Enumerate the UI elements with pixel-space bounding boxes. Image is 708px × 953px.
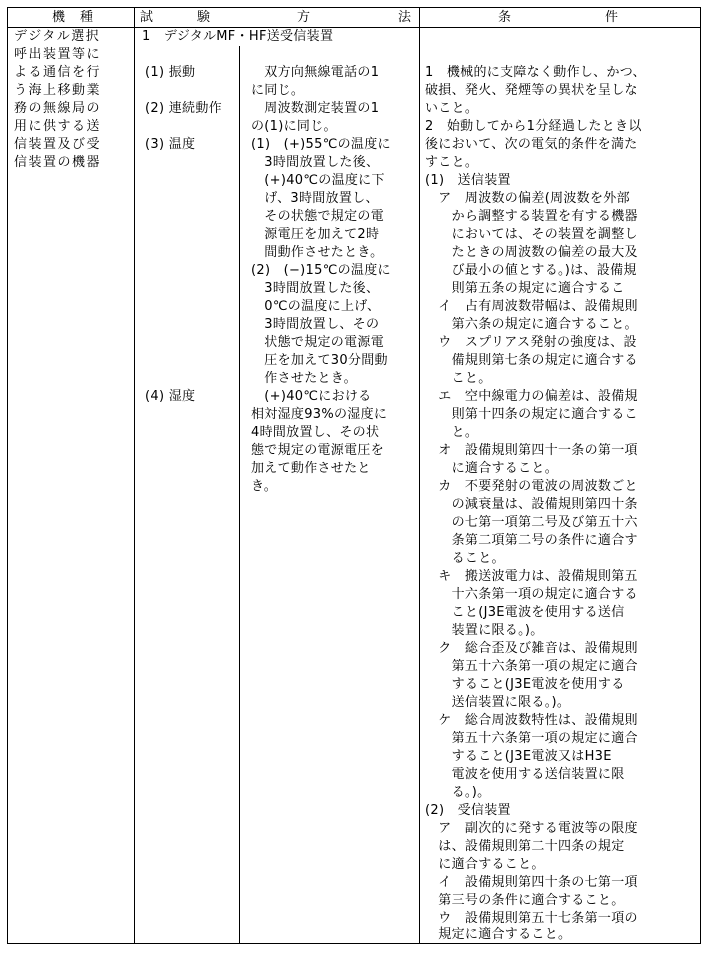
condition-line: の減衰量は、設備規則第四十条 [425,497,638,512]
method-line: 双方向無線電話の1 [251,65,380,80]
method-line: 3時間放置した後、 [251,155,380,170]
header-condition-2: 件 [605,10,619,25]
method-line: げ、3時間放置し、 [251,191,379,206]
table-border-top [7,7,701,8]
method-line: 周波数測定装置の1 [251,101,380,116]
table-border-left [7,7,8,944]
method-line: 相対湿度93%の湿度に [251,407,388,422]
test-item-label: (2) 連続動作 [145,101,222,116]
method-line: 源電圧を加えて2時 [251,227,380,242]
kishu-line: 用に供する送 [14,119,102,134]
kishu-line: 信装置の機器 [14,155,102,170]
method-line: その状態で規定の電 [251,209,385,224]
column-divider-1 [134,7,135,944]
condition-line: いこと。 [425,101,479,116]
kishu-line: 呼出装置等に [14,47,102,62]
condition-line: び最小の値とする。)は、設備規 [425,263,637,278]
method-line: 状態で規定の電源電 [251,335,385,350]
condition-line: 電波を使用する送信装置に限 [425,767,625,782]
condition-line: と。 [425,425,479,440]
condition-line: 送信装置に限る。)。 [425,695,571,710]
condition-line: すこと。 [425,155,479,170]
condition-line: る。)。 [425,785,491,800]
header-method-3: 方 [297,10,311,25]
method-line: 間動作させたとき。 [251,245,384,260]
condition-line: ケ 総合周波数特性は、設備規則 [425,713,638,728]
method-line: 3時間放置し、その [251,317,380,332]
condition-line: 条第二項第二号の条件に適合す [425,533,638,548]
method-line: 0℃の温度に上げ、 [251,299,381,314]
method-inner-divider [239,46,240,944]
condition-line: こと。 [425,371,492,386]
table-border-bottom [7,943,701,944]
method-line: の(1)に同じ。 [251,119,337,134]
header-condition-1: 条 [498,10,512,25]
method-line: (1) (+)55℃の温度に [251,137,391,152]
condition-line: ること。 [425,551,505,566]
condition-line: 十六条第一項の規定に適合する [425,587,638,602]
condition-line: 第三号の条件に適合すること。 [425,893,625,908]
condition-line: 第五十六条第一項の規定に適合 [425,731,638,746]
condition-line: に適合すること。 [425,461,559,476]
condition-line: ウ 設備規則第五十七条第一項の [425,911,638,926]
header-kishu-1: 機 [52,10,66,25]
header-method-2: 験 [197,10,211,25]
condition-line: ク 総合歪及び雑音は、設備規則 [425,641,638,656]
condition-line: 第六条の規定に適合すること。 [425,317,638,332]
method-line: (+)40℃の温度に下 [251,173,385,188]
condition-line: (1) 送信装置 [425,173,511,188]
condition-line: 1 機械的に支障なく動作し、かつ、 [425,65,646,80]
condition-line: ウ スプリアス発射の強度は、設 [425,335,637,350]
condition-line: すること(J3E電波を使用する [425,677,625,692]
condition-line: 則第十四条の規定に適合するこ [425,407,638,422]
method-line: 作させたとき。 [251,371,357,386]
condition-line: ア 周波数の偏差(周波数を外部 [425,191,630,206]
method-line: 加えて動作させたと [251,461,371,476]
method-line: 圧を加えて30分間動 [251,353,388,368]
kishu-line: 務の無線局の [14,101,102,116]
condition-line: から調整する装置を有する機器 [425,209,638,224]
condition-line: エ 空中線電力の偏差は、設備規 [425,389,638,404]
method-line: き。 [251,479,278,494]
condition-line: に適合すること。 [425,857,545,872]
condition-line: イ 占有周波数帯幅は、設備規則 [425,299,638,314]
condition-line: 規定に適合すること。 [425,927,572,942]
condition-line: ア 副次的に発する電波等の限度 [425,821,638,836]
condition-line: キ 搬送波電力は、設備規則第五 [425,569,638,584]
test-item-label: (4) 湿度 [145,389,196,404]
condition-line: 後において、次の電気的条件を満た [425,137,638,152]
header-divider [7,27,701,28]
condition-line: オ 設備規則第四十一条の第一項 [425,443,638,458]
test-item-label: (3) 温度 [145,137,196,152]
kishu-line: デジタル選択 [14,29,101,44]
header-method-1: 試 [140,10,154,25]
column-divider-2 [419,7,420,944]
header-kishu-2: 種 [80,10,94,25]
method-line: (+)40℃における [251,389,372,404]
condition-line: 第五十六条第一項の規定に適合 [425,659,638,674]
test-item-label: (1) 振動 [145,65,196,80]
condition-line: 2 始動してから1分経過したとき以 [425,119,642,134]
condition-line: の七第一項第二号及び第五十六 [425,515,638,530]
condition-line: イ 設備規則第四十条の七第一項 [425,875,638,890]
kishu-line: 信装置及び受 [14,137,102,152]
condition-line: こと(J3E電波を使用する送信 [425,605,625,620]
condition-line: カ 不要発射の電波の周波数ごと [425,479,638,494]
kishu-line: よる通信を行 [14,65,102,80]
condition-line: 破損、発火、発煙等の異状を呈しな [425,83,638,98]
method-line: 態で規定の電源電圧を [251,443,385,458]
kishu-line: う海上移動業 [14,83,102,98]
test-title: 1 デジタルMF・HF送受信装置 [142,29,334,44]
condition-line: 装置に限る。)。 [425,623,544,638]
condition-line: たときの周波数の偏差の最大及 [425,245,638,260]
method-line: (2) (−)15℃の温度に [251,263,391,278]
header-method-4: 法 [398,10,412,25]
condition-line: は、設備規則第二十四条の規定 [425,839,625,854]
condition-line: 備規則第七条の規定に適合する [425,353,638,368]
condition-line: においては、その装置を調整し [425,227,638,242]
method-line: に同じ。 [251,83,305,98]
method-line: 4時間放置し、その状 [251,425,380,440]
condition-line: すること(J3E電波又はH3E [425,749,612,764]
table-border-right [700,7,701,944]
condition-line: 則第五条の規定に適合するこ [425,281,625,296]
method-line: 3時間放置した後、 [251,281,380,296]
condition-line: (2) 受信装置 [425,803,511,818]
